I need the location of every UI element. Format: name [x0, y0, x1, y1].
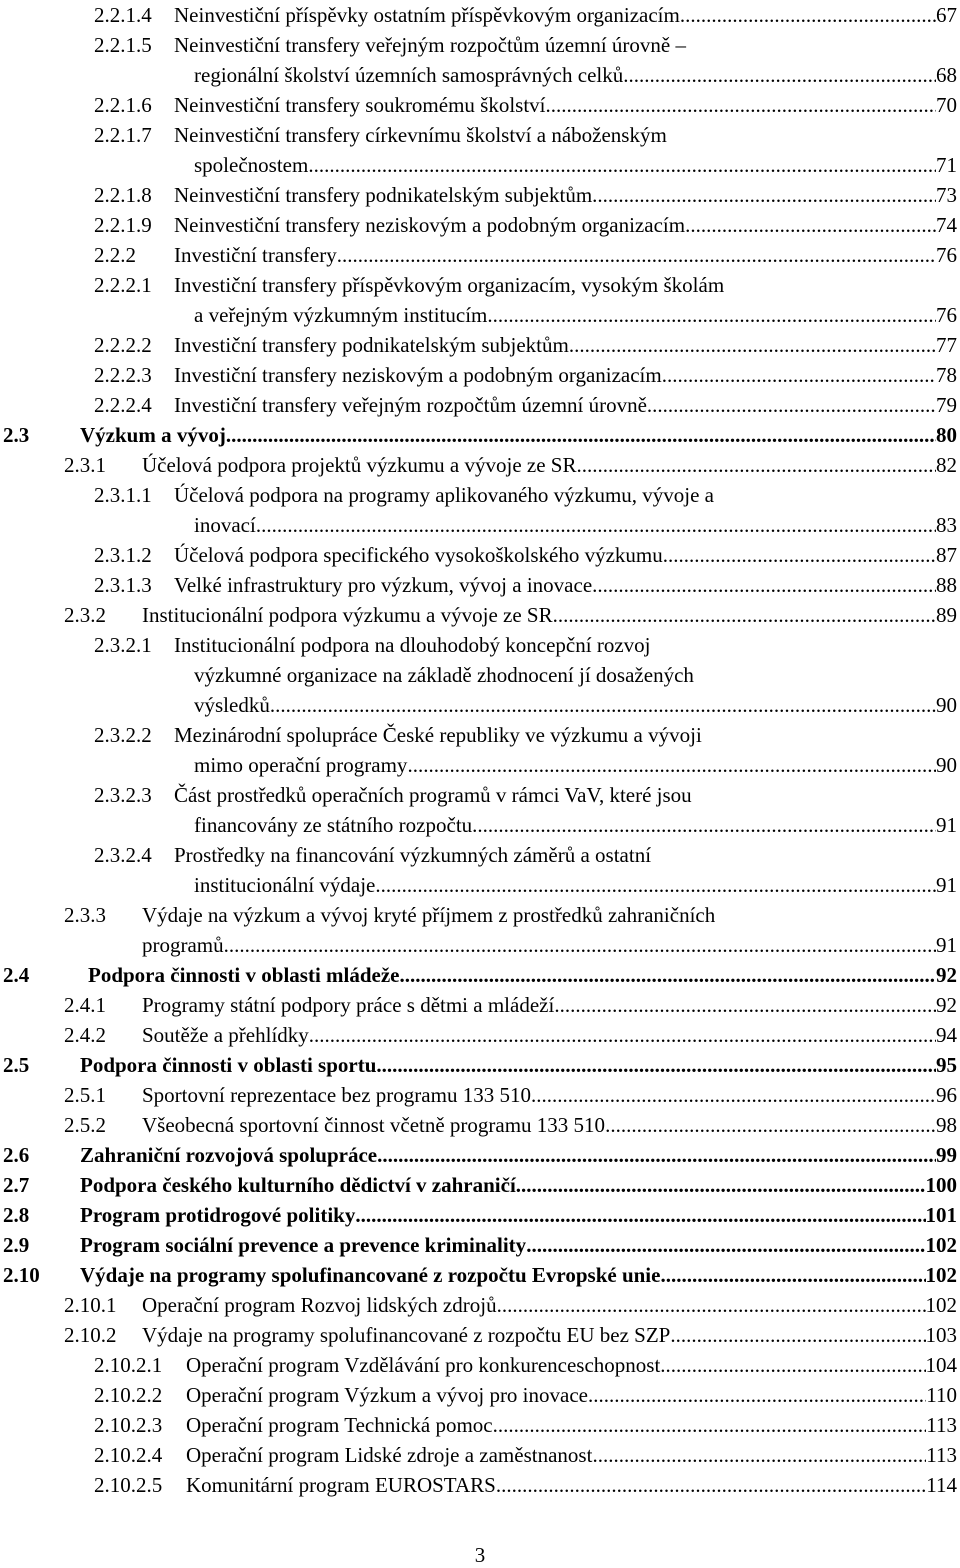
toc-dot-leader: [592, 1440, 926, 1470]
toc-entry-page: 91: [936, 813, 957, 837]
toc-dot-leader: [605, 1110, 936, 1140]
toc-entry-title: Komunitární program EUROSTARS: [186, 1473, 496, 1497]
toc-entry[interactable]: [0, 630, 960, 660]
toc-entry[interactable]: [0, 210, 960, 240]
toc-entry-page: 83: [936, 513, 957, 537]
toc-dot-leader: [569, 330, 936, 360]
toc-entry-page: 91: [936, 873, 957, 897]
toc-dot-leader: [308, 150, 936, 180]
toc-dot-leader: [309, 1020, 936, 1050]
toc-entry[interactable]: [0, 750, 960, 780]
toc-entry[interactable]: [0, 1020, 960, 1050]
toc-entry-title: Velké infrastruktury pro výzkum, vývoj a inovace: [174, 573, 593, 597]
toc-entry[interactable]: [0, 330, 960, 360]
toc-entry-page: 95: [936, 1053, 957, 1077]
toc-entry[interactable]: [0, 1470, 960, 1500]
toc-entry-page: 80: [936, 423, 957, 447]
toc-dot-leader: [497, 1290, 926, 1320]
toc-entry-number: 2.3.2.1: [94, 633, 152, 657]
toc-entry-number: 2.3.3: [64, 903, 106, 927]
toc-entry-title: společnostem: [194, 153, 309, 177]
toc-entry-title: financovány ze státního rozpočtu: [194, 813, 473, 837]
toc-entry-page: 68: [936, 63, 957, 87]
toc-entry-page: 114: [926, 1473, 957, 1497]
toc-entry-page: 87: [936, 543, 957, 567]
toc-dot-leader: [407, 750, 936, 780]
toc-entry[interactable]: [0, 1290, 960, 1320]
toc-dot-leader: [226, 420, 936, 450]
toc-dot-leader: [472, 810, 936, 840]
toc-entry-number: 2.4.1: [64, 993, 106, 1017]
toc-entry-page: 103: [925, 1323, 957, 1347]
toc-dot-leader: [662, 360, 936, 390]
toc-entry-title: Institucionální podpora výzkumu a vývoje ze SR: [142, 603, 553, 627]
toc-entry-page: 88: [936, 573, 957, 597]
toc-entry-title: Účelová podpora na programy aplikovaného výzkumu, vývoje a: [174, 483, 715, 507]
toc-entry-title: Neinvestiční transfery neziskovým a podobným organizacím: [174, 213, 686, 237]
toc-entry-number: 2.2.2.2: [94, 333, 152, 357]
toc-dot-leader: [592, 570, 936, 600]
toc-entry-number: 2.5: [3, 1053, 30, 1077]
toc-entry-page: 113: [926, 1443, 957, 1467]
toc-entry-number: 2.2.2.3: [94, 363, 152, 387]
toc-entry-number: 2.2.1.6: [94, 93, 152, 117]
toc-entry-title: Podpora činnosti v oblasti sportu: [80, 1053, 377, 1077]
toc-entry-title: výzkumné organizace na základě zhodnocení jí dosažených: [194, 663, 694, 687]
toc-entry-title: a veřejným výzkumným institucím: [194, 303, 488, 327]
toc-entry[interactable]: [0, 720, 960, 750]
toc-entry[interactable]: [0, 930, 960, 960]
toc-entry[interactable]: [0, 90, 960, 120]
toc-entry-title: Výdaje na programy spolufinancované z rozpočtu EU bez SZP: [142, 1323, 671, 1347]
toc-dot-leader: [647, 390, 936, 420]
toc-dot-leader: [588, 1380, 926, 1410]
toc-entry-title: Podpora českého kulturního dědictví v zahraničí: [80, 1173, 516, 1197]
toc-dot-leader: [337, 240, 936, 270]
toc-entry-number: 2.3.1: [64, 453, 106, 477]
toc-entry-page: 101: [925, 1203, 957, 1227]
toc-entry-title: Účelová podpora specifického vysokoškolského výzkumu: [174, 543, 663, 567]
toc-entry-title: Část prostředků operačních programů v rámci VaV, které jsou: [174, 783, 692, 807]
toc-entry-number: 2.6: [3, 1143, 30, 1167]
toc-entry-title: Operační program Rozvoj lidských zdrojů: [142, 1293, 497, 1317]
toc-entry-number: 2.10.2: [64, 1323, 117, 1347]
toc-entry[interactable]: [0, 1170, 960, 1200]
toc-entry-page: 98: [936, 1113, 957, 1137]
toc-entry-page: 89: [936, 603, 957, 627]
toc-entry-page: 102: [925, 1263, 957, 1287]
toc-entry-page: 113: [926, 1413, 957, 1437]
toc-entry-number: 2.10.2.2: [94, 1383, 163, 1407]
toc-entry-number: 2.3: [3, 423, 30, 447]
toc-dot-leader: [375, 870, 936, 900]
toc-entry-page: 76: [936, 303, 957, 327]
toc-entry-number: 2.9: [3, 1233, 30, 1257]
toc-entry-number: 2.4.2: [64, 1023, 106, 1047]
toc-dot-leader: [224, 930, 936, 960]
toc-dot-leader: [553, 600, 936, 630]
toc-entry[interactable]: [0, 0, 960, 30]
toc-entry[interactable]: [0, 870, 960, 900]
toc-entry-page: 67: [936, 3, 957, 27]
toc-entry[interactable]: [0, 300, 960, 330]
toc-dot-leader: [496, 1470, 926, 1500]
toc-entry-number: 2.5.2: [64, 1113, 106, 1137]
toc-entry-title: Soutěže a přehlídky: [142, 1023, 309, 1047]
toc-entry-number: 2.10: [3, 1263, 40, 1287]
toc-entry[interactable]: [0, 180, 960, 210]
toc-entry-page: 73: [936, 183, 957, 207]
toc-entry-title: Podpora činnosti v oblasti mládeže: [88, 963, 400, 987]
toc-entry[interactable]: [0, 1110, 960, 1140]
toc-entry-title: Mezinárodní spolupráce České republiky ve výzkumu a vývoji: [174, 723, 702, 747]
toc-entry-number: 2.3.1.1: [94, 483, 152, 507]
toc-entry-page: 74: [936, 213, 957, 237]
toc-entry-number: 2.2.1.9: [94, 213, 152, 237]
toc-entry-number: 2.10.2.1: [94, 1353, 163, 1377]
toc-entry-number: 2.2.2.1: [94, 273, 152, 297]
toc-entry-title: mimo operační programy: [194, 753, 408, 777]
toc-entry-page: 96: [936, 1083, 957, 1107]
toc-entry-title: Prostředky na financování výzkumných záměrů a ostatní: [174, 843, 652, 867]
toc-entry-page: 76: [936, 243, 957, 267]
toc-entry-title: Všeobecná sportovní činnost včetně programu 133 510: [142, 1113, 606, 1137]
toc-entry-number: 2.2.1.5: [94, 33, 152, 57]
toc-entry-title: Operační program Technická pomoc: [186, 1413, 493, 1437]
toc-entry-title: Účelová podpora projektů výzkumu a vývoje ze SR: [142, 453, 577, 477]
toc-dot-leader: [592, 180, 936, 210]
toc-dot-leader: [685, 210, 936, 240]
toc-entry-title: regionální školství územních samosprávných celků: [194, 63, 624, 87]
toc-entry-page: 99: [936, 1143, 957, 1167]
toc-dot-leader: [576, 450, 936, 480]
toc-dot-leader: [400, 960, 936, 990]
toc-dot-leader: [546, 90, 936, 120]
toc-entry[interactable]: [0, 270, 960, 300]
toc-entry-title: Investiční transfery neziskovým a podobným organizacím: [174, 363, 662, 387]
toc-entry[interactable]: [0, 450, 960, 480]
toc-entry-number: 2.3.2.4: [94, 843, 152, 867]
toc-entry[interactable]: [0, 240, 960, 270]
toc-entry[interactable]: [0, 60, 960, 90]
toc-entry-page: 90: [936, 693, 957, 717]
toc-entry-title: Operační program Vzdělávání pro konkurenceschopnost: [186, 1353, 661, 1377]
toc-entry[interactable]: [0, 510, 960, 540]
toc-entry[interactable]: [0, 1140, 960, 1170]
toc-entry-number: 2.10.1: [64, 1293, 117, 1317]
toc-entry-title: programů: [142, 933, 224, 957]
toc-entry-title: Investiční transfery: [174, 243, 337, 267]
toc-entry-title: Operační program Výzkum a vývoj pro inovace: [186, 1383, 588, 1407]
toc-dot-leader: [526, 1230, 925, 1260]
toc-entry[interactable]: [0, 1260, 960, 1290]
toc-entry[interactable]: [0, 840, 960, 870]
toc-entry[interactable]: [0, 780, 960, 810]
toc-entry-title: Neinvestiční transfery soukromému školství: [174, 93, 546, 117]
toc-dot-leader: [531, 1080, 936, 1110]
toc-entry[interactable]: [0, 660, 960, 690]
toc-entry[interactable]: [0, 420, 960, 450]
toc-entry[interactable]: [0, 810, 960, 840]
toc-entry-number: 2.3.1.2: [94, 543, 152, 567]
toc-dot-leader: [660, 1260, 925, 1290]
toc-entry-title: Program sociální prevence a prevence kriminality: [80, 1233, 527, 1257]
toc-entry-title: Programy státní podpory práce s dětmi a mládeží: [142, 993, 555, 1017]
toc-entry-title: Program protidrogové politiky: [80, 1203, 356, 1227]
toc-entry-title: Neinvestiční transfery veřejným rozpočtům územní úrovně –: [174, 33, 686, 57]
page-number: 3: [474, 1543, 486, 1567]
toc-entry[interactable]: [0, 1320, 960, 1350]
toc-dot-leader: [663, 540, 936, 570]
toc-entry-page: 100: [925, 1173, 957, 1197]
toc-entry[interactable]: [0, 900, 960, 930]
toc-entry[interactable]: [0, 480, 960, 510]
toc-entry-title: Výzkum a vývoj: [80, 423, 226, 447]
toc-entry-page: 110: [926, 1383, 957, 1407]
toc-entry-number: 2.3.2: [64, 603, 106, 627]
toc-entry[interactable]: [0, 1350, 960, 1380]
toc-dot-leader: [670, 1320, 925, 1350]
toc-entry-title: Neinvestiční příspěvky ostatním příspěvkovým organizacím: [174, 3, 680, 27]
toc-dot-leader: [623, 60, 936, 90]
toc-dot-leader: [270, 690, 936, 720]
toc-dot-leader: [256, 510, 936, 540]
toc-entry[interactable]: [0, 1230, 960, 1260]
toc-entry-title: inovací: [194, 513, 256, 537]
toc-entry[interactable]: [0, 1080, 960, 1110]
toc-entry-page: 90: [936, 753, 957, 777]
toc-entry-number: 2.10.2.4: [94, 1443, 163, 1467]
toc-entry-number: 2.7: [3, 1173, 30, 1197]
toc-dot-leader: [516, 1170, 926, 1200]
toc-entry-number: 2.2.1.7: [94, 123, 152, 147]
toc-entry-title: Neinvestiční transfery podnikatelským subjektům: [174, 183, 593, 207]
toc-entry-number: 2.10.2.3: [94, 1413, 163, 1437]
toc-entry-title: Sportovní reprezentace bez programu 133 510: [142, 1083, 531, 1107]
toc-entry[interactable]: [0, 1380, 960, 1410]
toc-dot-leader: [680, 0, 936, 30]
toc-entry-title: institucionální výdaje: [194, 873, 376, 897]
toc-entry-page: 78: [936, 363, 957, 387]
toc-entry-number: 2.2.2: [94, 243, 136, 267]
toc-entry-page: 71: [936, 153, 957, 177]
toc-entry[interactable]: [0, 570, 960, 600]
toc-entry-number: 2.3.2.2: [94, 723, 152, 747]
toc-entry[interactable]: [0, 1440, 960, 1470]
toc-entry-page: 79: [936, 393, 957, 417]
toc-entry-page: 102: [925, 1293, 957, 1317]
toc-entry-title: Investiční transfery příspěvkovým organizacím, vysokým školám: [174, 273, 725, 297]
toc-entry-page: 104: [925, 1353, 957, 1377]
toc-entry[interactable]: [0, 540, 960, 570]
toc-entry-title: Výdaje na výzkum a vývoj kryté příjmem z prostředků zahraničních: [142, 903, 716, 927]
toc-entry-number: 2.4: [3, 963, 30, 987]
toc-entry[interactable]: [0, 960, 960, 990]
toc-dot-leader: [355, 1200, 925, 1230]
toc-entry[interactable]: [0, 150, 960, 180]
toc-entry-title: výsledků: [194, 693, 270, 717]
toc-entry-number: 2.2.2.4: [94, 393, 152, 417]
toc-entry-title: Investiční transfery veřejným rozpočtům územní úrovně: [174, 393, 647, 417]
toc-entry[interactable]: [0, 1410, 960, 1440]
toc-entry-title: Operační program Lidské zdroje a zaměstnanost: [186, 1443, 593, 1467]
toc-entry-number: 2.2.1.8: [94, 183, 152, 207]
toc-entry[interactable]: [0, 120, 960, 150]
toc-entry-number: 2.5.1: [64, 1083, 106, 1107]
toc-dot-leader: [660, 1350, 925, 1380]
toc-entry-page: 70: [936, 93, 957, 117]
toc-entry-title: Výdaje na programy spolufinancované z rozpočtu Evropské unie: [80, 1263, 661, 1287]
toc-entry[interactable]: [0, 30, 960, 60]
toc-entry-page: 77: [936, 333, 957, 357]
toc-dot-leader: [377, 1140, 936, 1170]
toc-entry-page: 91: [936, 933, 957, 957]
toc-entry[interactable]: [0, 360, 960, 390]
toc-dot-leader: [493, 1410, 927, 1440]
toc-entry[interactable]: [0, 690, 960, 720]
toc-entry-title: Institucionální podpora na dlouhodobý koncepční rozvoj: [174, 633, 651, 657]
toc-entry-page: 94: [936, 1023, 957, 1047]
toc-entry[interactable]: [0, 1050, 960, 1080]
toc-dot-leader: [376, 1050, 936, 1080]
toc-entry-page: 82: [936, 453, 957, 477]
toc-entry-page: 92: [936, 993, 957, 1017]
toc-entry[interactable]: [0, 1200, 960, 1230]
toc-entry-number: 2.3.2.3: [94, 783, 152, 807]
toc-entry-number: 2.10.2.5: [94, 1473, 163, 1497]
toc-entry-page: 102: [925, 1233, 957, 1257]
toc-entry-number: 2.8: [3, 1203, 30, 1227]
toc-entry[interactable]: [0, 390, 960, 420]
toc-entry-number: 2.3.1.3: [94, 573, 152, 597]
toc-entry-title: Zahraniční rozvojová spolupráce: [80, 1143, 378, 1167]
toc-dot-leader: [554, 990, 936, 1020]
toc-entry-title: Neinvestiční transfery církevnímu školství a náboženským: [174, 123, 667, 147]
toc-entry[interactable]: [0, 990, 960, 1020]
toc-entry-title: Investiční transfery podnikatelským subjektům: [174, 333, 569, 357]
toc-dot-leader: [487, 300, 936, 330]
toc-entry-page: 92: [936, 963, 957, 987]
toc-entry-number: 2.2.1.4: [94, 3, 152, 27]
toc-entry[interactable]: [0, 600, 960, 630]
